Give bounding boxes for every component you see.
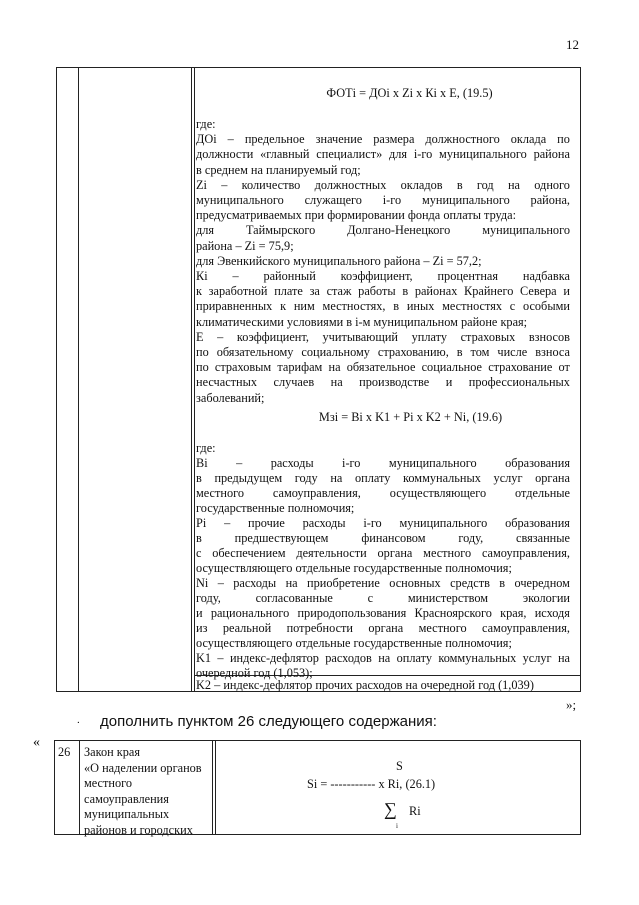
text-line: в предыдущем году на оплату коммунальных услуг органа — [196, 471, 570, 485]
text-line: ДОi – предельное значение размера должностного оклада по — [196, 132, 570, 147]
text-line: государственные полномочия; — [196, 501, 355, 515]
law-title-line: «О наделении органов — [84, 760, 202, 775]
text-line: из реальной потребности органа местного самоуправления, — [196, 621, 570, 635]
text-line: приравненных к ним местностях, в иных местностях с особыми — [196, 299, 570, 314]
text-line: осуществляющего отдельные государственные полномочия; — [196, 561, 512, 575]
table-divider — [78, 68, 79, 691]
text-line: Кi – районный коэффициент, процентная надбавка — [196, 269, 570, 283]
text-line: несчастных случаев на производстве и профессиональных — [196, 375, 570, 390]
law-title-line: местного — [84, 776, 132, 791]
closing-quote: »; — [566, 697, 577, 712]
row-number: 26 — [58, 745, 71, 759]
opening-quote: « — [33, 735, 40, 750]
text-line: заболеваний; — [196, 390, 265, 405]
text-line: с обеспечением деятельности органа местного самоуправления, — [196, 546, 570, 560]
text-line: осуществляющего отдельные государственные полномочия; — [196, 636, 512, 650]
sigma-subscript: i — [396, 822, 398, 830]
table-divider — [79, 741, 80, 834]
text-line: Вi – расходы i-го муниципального образования — [196, 456, 570, 470]
formula-mzi: Мзi = Вi x K1 + Рi x K2 + Ni, (19.6) — [318, 410, 503, 424]
text-line: очередной год (1,053); — [196, 666, 313, 680]
last-row-text: K2 – индекс-дефлятор прочих расходов на очередной год (1,039) — [196, 678, 534, 692]
text-line: района – Zi = 75,9; — [196, 238, 294, 253]
text-line: году, согласованные с министерством экологии — [196, 591, 570, 605]
sigma-symbol: ∑ — [384, 799, 397, 819]
text-line: Zi – количество должностных окладов в год на одного — [196, 177, 570, 192]
text-line: должности «главный специалист» для i-го муниципального района — [196, 147, 570, 162]
table-divider — [191, 68, 192, 691]
text-line: предусматриваемых при формировании фонда оплаты труда: — [196, 208, 517, 223]
text-line: по страховым тарифам на обязательное социальное страхование от — [196, 360, 570, 375]
law-title-line: муниципальных — [84, 807, 170, 822]
formula-si: Si = ----------- x Ri, (26.1) — [307, 777, 436, 791]
law-title-line: самоуправления — [84, 791, 169, 806]
text-line: в предшествующем финансовом году, связанные — [196, 531, 570, 545]
text-line: местного самоуправления, осуществляющего отдельные — [196, 486, 570, 500]
formula-numerator: S — [396, 759, 403, 773]
text-line: по обязательному социальному страхованию, в том числе взноса — [196, 345, 570, 359]
law-title-line: Закон края — [84, 745, 141, 759]
text-line: для Таймырского Долгано-Ненецкого муниципального — [196, 223, 570, 238]
formula-denominator: Ri — [409, 804, 421, 818]
stray-dot: . — [77, 714, 80, 726]
text-line: муниципального служащего i-го муниципального района, — [196, 193, 570, 207]
page-number: 12 — [566, 37, 579, 52]
text-line: где: — [196, 117, 216, 131]
text-line: K1 – индекс-дефлятор расходов на оплату коммунальных услуг на — [196, 651, 570, 665]
text-line: для Эвенкийского муниципального района – Zi = 57,2; — [196, 253, 482, 268]
law-title-line: районов и городских — [84, 823, 193, 837]
text-line: Е – коэффициент, учитывающий уплату страховых взносов — [196, 329, 570, 344]
table-divider — [194, 68, 195, 691]
text-line: в среднем на планируемый год; — [196, 162, 361, 177]
text-line: где: — [196, 441, 216, 455]
formula-foti: ФОТi = ДОi х Zi x Кi x E, (19.5) — [326, 86, 493, 100]
text-line: климатическими условиями в i-м муниципальном районе края; — [196, 314, 528, 329]
addition-text: дополнить пунктом 26 следующего содержания: — [100, 713, 437, 730]
text-line: к заработной плате за стаж работы в районах Крайнего Севера и — [196, 284, 570, 299]
text-line: Рi – прочие расходы i-го муниципального образования — [196, 516, 570, 530]
text-line: и рационального природопользования Красноярского края, исходя — [196, 606, 570, 620]
text-line: Ni – расходы на приобретение основных средств в очередном — [196, 576, 570, 590]
table-divider — [215, 741, 216, 834]
